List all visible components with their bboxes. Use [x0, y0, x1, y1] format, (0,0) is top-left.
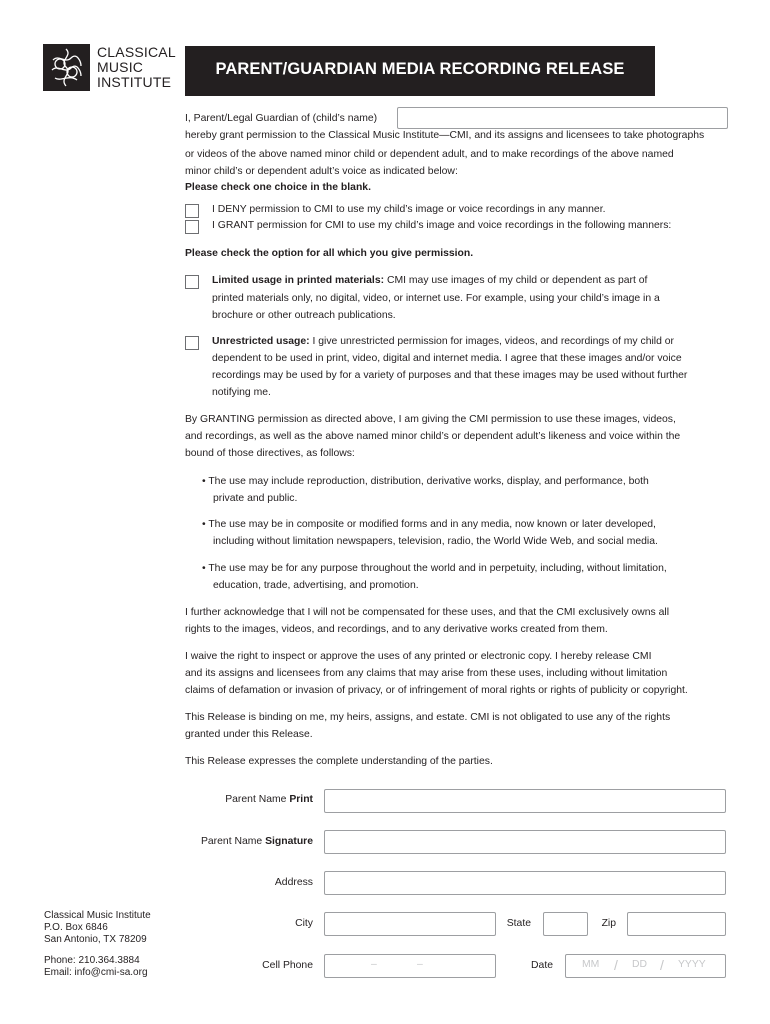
date-label: Date — [531, 960, 553, 971]
intro-line-3: minor child’s or dependent adult’s voice as indicated below: — [185, 166, 458, 177]
logo-mark — [43, 44, 90, 91]
city-label: City — [295, 918, 313, 929]
expresses-line: This Release expresses the complete understanding of the parties. — [185, 756, 493, 767]
date-slash-1: / — [614, 957, 618, 973]
address-label: Address — [274, 877, 313, 888]
contact-info-block — [44, 955, 148, 979]
grant-checkbox[interactable] — [185, 220, 199, 234]
cell-phone-input[interactable] — [324, 954, 496, 978]
parent-signature-label — [150, 836, 313, 847]
treble-knot-icon — [43, 44, 90, 91]
child-name-input[interactable] — [397, 107, 728, 129]
waive-line-2: and its assigns and licensees from any claims that may arise from these uses, including without limitation — [185, 668, 668, 679]
contact-org-name: Classical Music Institute — [44, 910, 151, 921]
unrestricted-usage-line-2: dependent to be used in print, video, digital and internet media. I agree that these images and/or voice — [212, 353, 682, 364]
granting-line-1: By GRANTING permission as directed above, I am giving the CMI permission to use these images, videos, — [185, 414, 676, 425]
logo-wordmark — [97, 45, 176, 90]
intro-line-1: hereby grant permission to the Classical Music Institute—CMI, and its assigns and licensees to take photographs — [185, 130, 705, 141]
limited-usage-heading: Limited usage in printed materials: — [212, 275, 385, 286]
parent-signature-input[interactable] — [324, 830, 726, 854]
options-heading: Please check the option for all which you give permission. — [185, 248, 474, 259]
city-input[interactable] — [324, 912, 496, 936]
contact-email: Email: info@cmi-sa.org — [44, 967, 148, 978]
bullet-2-line-2: including without limitation newspapers, television, radio, the World Wide Web, and social media. — [213, 536, 658, 547]
unrestricted-usage-line-1 — [212, 333, 674, 350]
bullet-1-line-1: • The use may include reproduction, distribution, derivative works, display, and performance, both — [202, 476, 649, 487]
contact-address-block — [44, 910, 151, 946]
address-input[interactable] — [324, 871, 726, 895]
granting-line-2: and recordings, as well as the above named minor child’s or dependent adult’s likeness and voice within the — [185, 431, 681, 442]
date-slash-2: / — [660, 957, 664, 973]
deny-label: I DENY permission to CMI to use my child’s image or voice recordings in any manner. — [212, 204, 606, 215]
parent-signature-label-a: Parent Name — [200, 836, 266, 847]
date-input[interactable] — [565, 954, 726, 978]
acknowledge-line-1: I further acknowledge that I will not be compensated for these uses, and that the CMI exclusively owns all — [185, 607, 669, 618]
logo-line-1: CLASSICAL — [97, 44, 176, 60]
limited-usage-text-1: CMI may use images of my child or dependent as part of — [384, 275, 648, 286]
unrestricted-usage-heading: Unrestricted usage: — [212, 336, 310, 347]
parent-print-label-a: Parent Name — [225, 794, 290, 805]
state-input[interactable] — [543, 912, 588, 936]
unrestricted-usage-checkbox[interactable] — [185, 336, 199, 350]
intro-line-2: or videos of the above named minor child or dependent adult, and to make recordings of the above named — [185, 149, 674, 160]
unrestricted-usage-line-4: notifying me. — [212, 387, 271, 398]
check-one-instruction: Please check one choice in the blank. — [185, 182, 371, 193]
logo-line-2: MUSIC — [97, 59, 144, 75]
waive-line-3: claims of defamation or invasion of privacy, or of infringement of moral rights or rights of publicity or copyright. — [185, 685, 688, 696]
bullet-3-line-1: • The use may be for any purpose throughout the world and in perpetuity, including, without limitation, — [202, 563, 667, 574]
bullet-3-line-2: education, trade, advertising, and promotion. — [213, 580, 419, 591]
limited-usage-line-2: printed materials only, no digital, video, or internet use. For example, using your child’s image in a — [212, 293, 660, 304]
zip-input[interactable] — [627, 912, 726, 936]
deny-checkbox[interactable] — [185, 204, 199, 218]
waive-line-1: I waive the right to inspect or approve the uses of any printed or electronic copy. I hereby release CMI — [185, 651, 652, 662]
limited-usage-checkbox[interactable] — [185, 275, 199, 289]
phone-separator-2: – — [417, 959, 423, 970]
bullet-2-line-1: • The use may be in composite or modified forms and in any media, now known or later developed, — [202, 519, 656, 530]
binding-line-1: This Release is binding on me, my heirs, assigns, and estate. CMI is not obligated to use any of the rights — [185, 712, 671, 723]
cell-phone-label: Cell Phone — [262, 960, 313, 971]
page-title: PARENT/GUARDIAN MEDIA RECORDING RELEASE — [215, 60, 625, 78]
granting-line-3: bound of those directives, as follows: — [185, 448, 355, 459]
contact-po-box: P.O. Box 6846 — [44, 922, 108, 933]
phone-separator-1: – — [371, 959, 377, 970]
title-banner — [185, 46, 655, 96]
parent-print-label-b: Print — [289, 794, 313, 805]
date-yyyy-placeholder: YYYY — [678, 959, 706, 970]
unrestricted-usage-text-1: I give unrestricted permission for images, videos, and recordings of my child or — [309, 336, 675, 347]
binding-line-2: granted under this Release. — [185, 729, 313, 740]
limited-usage-line-1 — [212, 272, 647, 289]
state-label: State — [506, 918, 531, 929]
parent-signature-label-b: Signature — [265, 836, 313, 847]
limited-usage-line-3: brochure or other outreach publications. — [212, 310, 396, 321]
parent-print-input[interactable] — [324, 789, 726, 813]
date-mm-placeholder: MM — [582, 959, 600, 970]
bullet-1-line-2: private and public. — [213, 493, 298, 504]
logo-line-3: INSTITUTE — [97, 74, 172, 90]
grant-label: I GRANT permission for CMI to use my child’s image and voice recordings in the following manners: — [212, 220, 672, 231]
parent-print-label — [150, 794, 313, 805]
contact-city: San Antonio, TX 78209 — [44, 934, 147, 945]
date-dd-placeholder: DD — [632, 959, 648, 970]
contact-phone: Phone: 210.364.3884 — [44, 955, 140, 966]
zip-label: Zip — [601, 918, 616, 929]
unrestricted-usage-line-3: recordings may be used by for a variety of purposes and that these images may be used without further — [212, 370, 688, 381]
acknowledge-line-2: rights to the images, videos, and recordings, and to any derivative works created from them. — [185, 624, 608, 635]
child-name-label: I, Parent/Legal Guardian of (child’s name) — [185, 113, 378, 124]
